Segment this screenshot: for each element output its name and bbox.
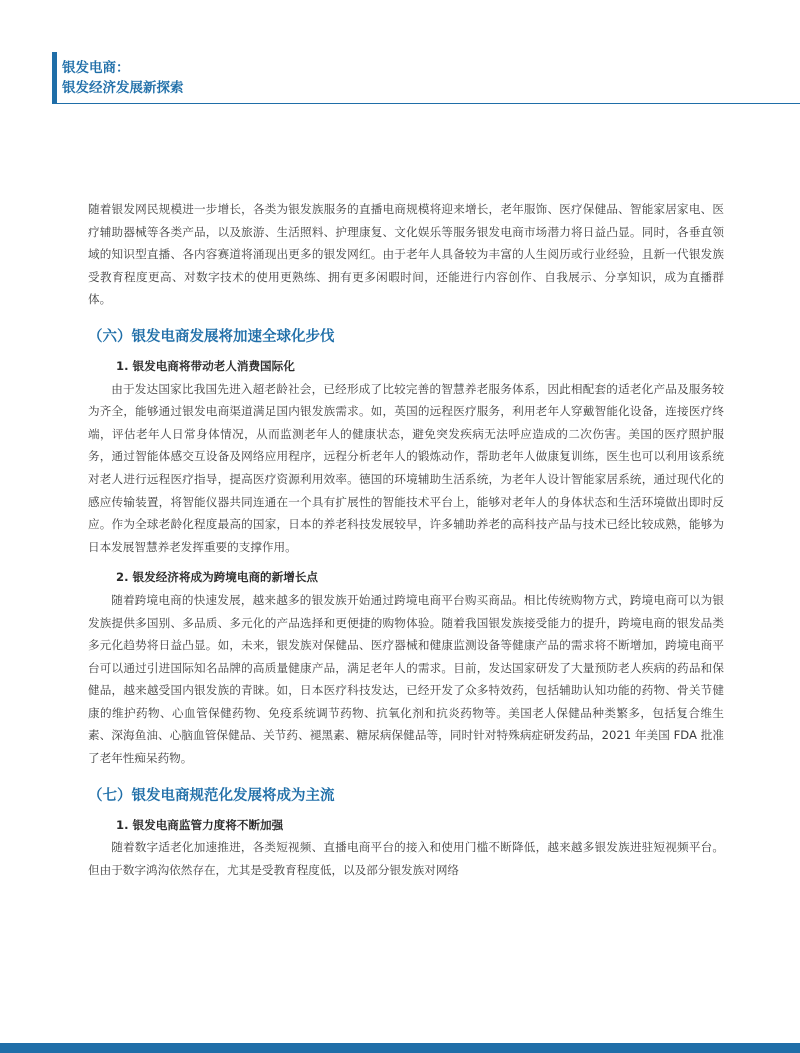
header-rule — [57, 103, 800, 104]
section-7-title: （七）银发电商规范化发展将成为主流 — [88, 787, 335, 804]
running-header — [62, 58, 184, 98]
header-title-line1: 银发电商： — [62, 60, 130, 76]
section-6-sub2-body: 随着跨境电商的快速发展，越来越多的银发族开始通过跨境电商平台购买商品。相比传统购物方式，跨境电商可以为银发族提供多国别、多品质、多元化的产品选择和更便捷的购物体验。随着我国银发族接受能力的提升，跨境电商的银发品类多元化趋势将日益凸显。如，未来，银发族对保健品、医疗器械和健康监测设备等健康产品的需求将不断增加，跨境电商平台可以通过引进国际知名品牌的高质量健康产品，满足老年人的需求。目前，发达国家研发了大量预防老人疾病的药品和保健品，越来越受国内银发族的青睐。如，日本医疗科技发达，已经开发了众多特效药，包括辅助认知功能的药物、骨关节健康的维护药物、心血管保健药物、免疫系统调节药物、抗氧化剂和抗炎药物等。美国老人保健品种类繁多，包括复合维生素、深海鱼油、心脑血管保健品、关节药、褪黑素、糖尿病保健品等，同时针对特殊病症研发药品，2021 年美国 FDA 批准了老年性痴呆药物。 — [88, 592, 724, 766]
page-body — [88, 198, 724, 881]
section-6-sub1-body: 由于发达国家比我国先进入超老龄社会，已经形成了比较完善的智慧养老服务体系，因此相配套的适老化产品及服务较为齐全，能够通过银发电商渠道满足国内银发族需求。如，英国的远程医疗服务，利用老年人穿戴智能化设备，连接医疗终端，评估老年人日常身体情况，从而监测老年人的健康状态，避免突发疾病无法呼应造成的二次伤害。美国的医疗照护服务，通过智能体感交互设备及网络应用程序，远程分析老年人的锻炼动作，帮助老年人做康复训练，医生也可以利用该系统对老人进行远程医疗指导，提高医疗资源利用效率。德国的环境辅助生活系统，为老年人设计智能家居系统，通过现代化的感应传输装置，将智能仪器共同连通在一个具有扩展性的智能技术平台上，能够对老年人的身体状态和生活环境做出即时反应。作为全球老龄化程度最高的国家，日本的养老科技发展较早，许多辅助养老的高科技产品与技术已经比较成熟，能够为日本发展智慧养老发挥重要的支撑作用。 — [88, 381, 724, 554]
header-title-line2: 银发经济发展新探索 — [62, 80, 184, 96]
section-6-sub2-title: 2. 银发经济将成为跨境电商的新增长点 — [116, 570, 319, 585]
section-7-sub1-title: 1. 银发电商监管力度将不断加强 — [116, 817, 284, 832]
section-6-title: （六）银发电商发展将加速全球化步伐 — [88, 328, 335, 345]
footer-bar — [0, 1043, 800, 1053]
section-6-sub1-title: 1. 银发电商将带动老人消费国际化 — [116, 358, 295, 373]
spacer — [88, 558, 724, 566]
intro-paragraph: 随着银发网民规模进一步增长，各类为银发族服务的直播电商规模将迎来增长，老年服饰、医疗保健品、智能家居家电、医疗辅助器械等各类产品，以及旅游、生活照料、护理康复、文化娱乐等服务银发电商市场潜力将日益凸显。同时，各垂直领域的知识型直播、各内容赛道将涌现出更多的银发网红。由于老年人具备较为丰富的人生阅历或行业经验，且新一代银发族受教育程度更高、对数字技术的使用更熟练、拥有更多闲暇时间，还能进行内容创作、自我展示、分享知识，成为直播群体。 — [88, 202, 724, 307]
header-accent-bar — [52, 52, 57, 104]
section-7-sub1-body: 随着数字适老化加速推进，各类短视频、直播电商平台的接入和使用门槛不断降低，越来越多银发族进驻短视频平台。但由于数字鸿沟依然存在，尤其是受教育程度低，以及部分银发族对网络 — [88, 840, 724, 877]
